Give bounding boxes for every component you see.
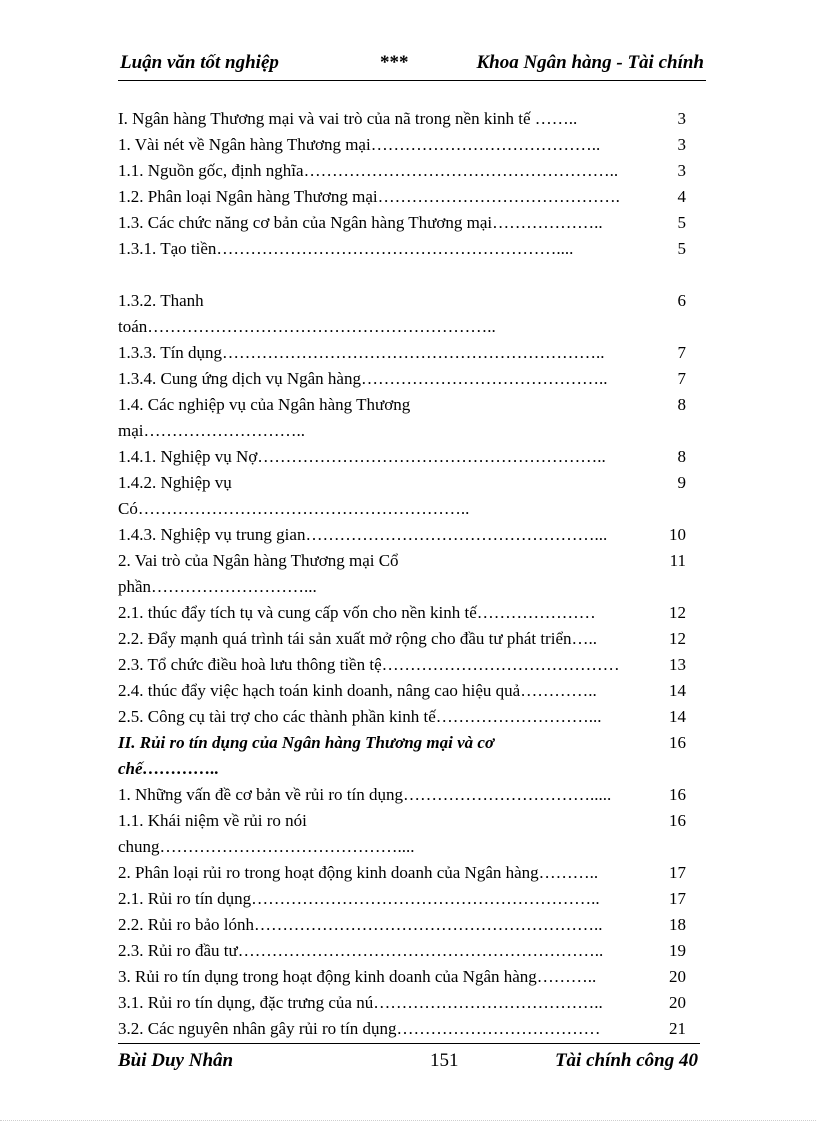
toc-entry bbox=[118, 392, 688, 444]
toc-entry-text: 1.4.2. Nghiệp vụ Có………………………………………………….. bbox=[118, 473, 470, 518]
toc-entry-text: 3. Rủi ro tín dụng trong hoạt động kinh doanh của Ngân hàng……….. bbox=[118, 967, 597, 986]
toc-entry-page: 11 bbox=[669, 551, 686, 570]
toc-entry-text: 1.3. Các chức năng cơ bản của Ngân hàng Thương mại……………….. bbox=[118, 213, 603, 232]
toc-entry-text: 2.3. Rủi ro đầu tư……………………………………………………….. bbox=[118, 941, 604, 960]
toc-entry-text: 1.2. Phân loại Ngân hàng Thương mại……………………………………. bbox=[118, 187, 620, 206]
toc-entry-text: 1. Vài nét về Ngân hàng Thương mại………………………………….. bbox=[118, 135, 601, 154]
toc-entry-page: 12 bbox=[669, 629, 686, 648]
toc-entry-page: 14 bbox=[669, 707, 686, 726]
toc-entry-page: 13 bbox=[669, 655, 686, 674]
toc-entry-text: 1.1. Nguồn gốc, định nghĩa……………………………………………….. bbox=[118, 161, 619, 180]
toc-entry-page: 3 bbox=[677, 161, 686, 180]
page-footer bbox=[118, 1043, 700, 1074]
toc-entry-text: 1. Những vấn đề cơ bản về rủi ro tín dụng……………………………..... bbox=[118, 785, 612, 804]
toc-entry bbox=[118, 340, 688, 366]
toc-entry bbox=[118, 210, 688, 236]
toc-entry-page: 17 bbox=[669, 863, 686, 882]
toc-entry bbox=[118, 704, 688, 730]
toc-entry-text: 1.3.3. Tín dụng………………………………………………………….. bbox=[118, 343, 605, 362]
toc-entry-page: 7 bbox=[677, 343, 686, 362]
toc-entry-page: 16 bbox=[669, 811, 686, 830]
toc-entry-page: 4 bbox=[677, 187, 686, 206]
toc-entry-text: 2.4. thúc đẩy việc hạch toán kinh doanh, nâng cao hiệu quả………….. bbox=[118, 681, 597, 700]
toc-entry-text: 1.3.1. Tạo tiền…………………………………………………….... bbox=[118, 239, 574, 258]
toc-entry-text: 1.4.1. Nghiệp vụ Nợ…………………………………………………….. bbox=[118, 447, 606, 466]
toc-entry bbox=[118, 522, 688, 548]
toc-entry bbox=[118, 600, 688, 626]
toc-entry bbox=[118, 990, 688, 1016]
toc-entry-page: 8 bbox=[677, 447, 686, 466]
toc-entry bbox=[118, 132, 688, 158]
toc-entry-page: 16 bbox=[669, 733, 686, 752]
toc-entry-text: 1.4.3. Nghiệp vụ trung gian……………………………………………... bbox=[118, 525, 608, 544]
toc-entry bbox=[118, 808, 688, 860]
toc-entry bbox=[118, 444, 688, 470]
footer-author: Bùi Duy Nhân bbox=[118, 1050, 234, 1071]
toc-entry-page: 3 bbox=[677, 109, 686, 128]
header-faculty: Khoa Ngân hàng - Tài chính bbox=[476, 52, 704, 73]
toc-entry bbox=[118, 1016, 688, 1042]
toc-entry bbox=[118, 366, 688, 392]
toc-entry bbox=[118, 938, 688, 964]
page-edge-divider bbox=[0, 1120, 816, 1122]
toc-entry-page: 3 bbox=[677, 135, 686, 154]
toc-entry bbox=[118, 158, 688, 184]
toc-entry-page: 21 bbox=[669, 1019, 686, 1038]
toc-entry bbox=[118, 106, 688, 132]
toc-entry-text: 2.1. Rủi ro tín dụng…………………………………………………….. bbox=[118, 889, 600, 908]
toc-entry-text: 2.5. Công cụ tài trợ cho các thành phần kinh tế………………………... bbox=[118, 707, 602, 726]
toc-entry-page: 9 bbox=[677, 473, 686, 492]
toc-entry bbox=[118, 652, 688, 678]
toc-entry-page: 10 bbox=[669, 525, 686, 544]
toc-entry bbox=[118, 626, 688, 652]
toc-entry-page: 18 bbox=[669, 915, 686, 934]
toc-entry-page: 5 bbox=[677, 239, 686, 258]
header-thesis-title: Luận văn tốt nghiệp bbox=[120, 52, 279, 73]
toc-entry-page: 8 bbox=[677, 395, 686, 414]
toc-entry-text: I. Ngân hàng Thương mại và vai trò của nã trong nền kinh tế …….. bbox=[118, 109, 578, 128]
toc-entry-text: 1.3.2. Thanh toán…………………………………………………….. bbox=[118, 291, 496, 336]
toc-entry bbox=[118, 860, 688, 886]
toc-entry-text: 2.2. Rủi ro bảo lónh…………………………………………………….. bbox=[118, 915, 603, 934]
toc-entry-page: 17 bbox=[669, 889, 686, 908]
toc-entry-page: 12 bbox=[669, 603, 686, 622]
toc-entry-text: 2.2. Đẩy mạnh quá trình tái sản xuất mở rộng cho đầu tư phát triển….. bbox=[118, 629, 597, 648]
toc-entry-text: 2.3. Tổ chức điều hoà lưu thông tiền tệ…………………………………… bbox=[118, 655, 620, 674]
toc-entry-page: 14 bbox=[669, 681, 686, 700]
toc-entry bbox=[118, 678, 688, 704]
toc-entry bbox=[118, 236, 688, 288]
toc-entry-page: 5 bbox=[677, 213, 686, 232]
footer-class: Tài chính công 40 bbox=[554, 1050, 698, 1071]
page-header bbox=[118, 50, 706, 81]
toc-entry bbox=[118, 912, 688, 938]
toc-entry-text: 1.4. Các nghiệp vụ của Ngân hàng Thương mại……………………….. bbox=[118, 395, 411, 440]
toc-entry-page: 20 bbox=[669, 993, 686, 1012]
toc-entry-text: 3.1. Rủi ro tín dụng, đặc trưng của nú………………………………….. bbox=[118, 993, 603, 1012]
toc-entry bbox=[118, 964, 688, 990]
toc-entry-text: 1.3.4. Cung ứng dịch vụ Ngân hàng…………………………………….. bbox=[118, 369, 608, 388]
toc-entry bbox=[118, 782, 688, 808]
toc-entry-text: 2. Phân loại rủi ro trong hoạt động kinh doanh của Ngân hàng……….. bbox=[118, 863, 599, 882]
toc-entry-text: 2. Vai trò của Ngân hàng Thương mại Cổ phần………………………... bbox=[118, 551, 399, 596]
toc-entry-text: 1.1. Khái niệm về rủi ro nói chung…………………………………….... bbox=[118, 811, 415, 856]
toc-entry bbox=[118, 548, 688, 600]
toc-entry-page: 16 bbox=[669, 785, 686, 804]
toc-entry bbox=[118, 886, 688, 912]
toc-entry bbox=[118, 288, 688, 340]
toc-entry bbox=[118, 470, 688, 522]
toc-entry-page: 20 bbox=[669, 967, 686, 986]
footer-page-number: 151 bbox=[430, 1050, 459, 1071]
toc-entry-text: 2.1. thúc đẩy tích tụ và cung cấp vốn cho nền kinh tế………………… bbox=[118, 603, 596, 622]
toc-entry-text: II. Rủi ro tín dụng của Ngân hàng Thương mại và cơ chế………….. bbox=[118, 733, 495, 778]
toc-entry-page: 19 bbox=[669, 941, 686, 960]
toc-entry-page: 6 bbox=[677, 291, 686, 310]
toc-entry bbox=[118, 184, 688, 210]
toc-entry-page: 7 bbox=[677, 369, 686, 388]
toc-chapter-entry bbox=[118, 730, 688, 782]
header-separator: *** bbox=[380, 52, 409, 73]
toc-entry-text: 3.2. Các nguyên nhân gây rủi ro tín dụng……………………………… bbox=[118, 1019, 601, 1038]
table-of-contents bbox=[118, 106, 688, 1042]
